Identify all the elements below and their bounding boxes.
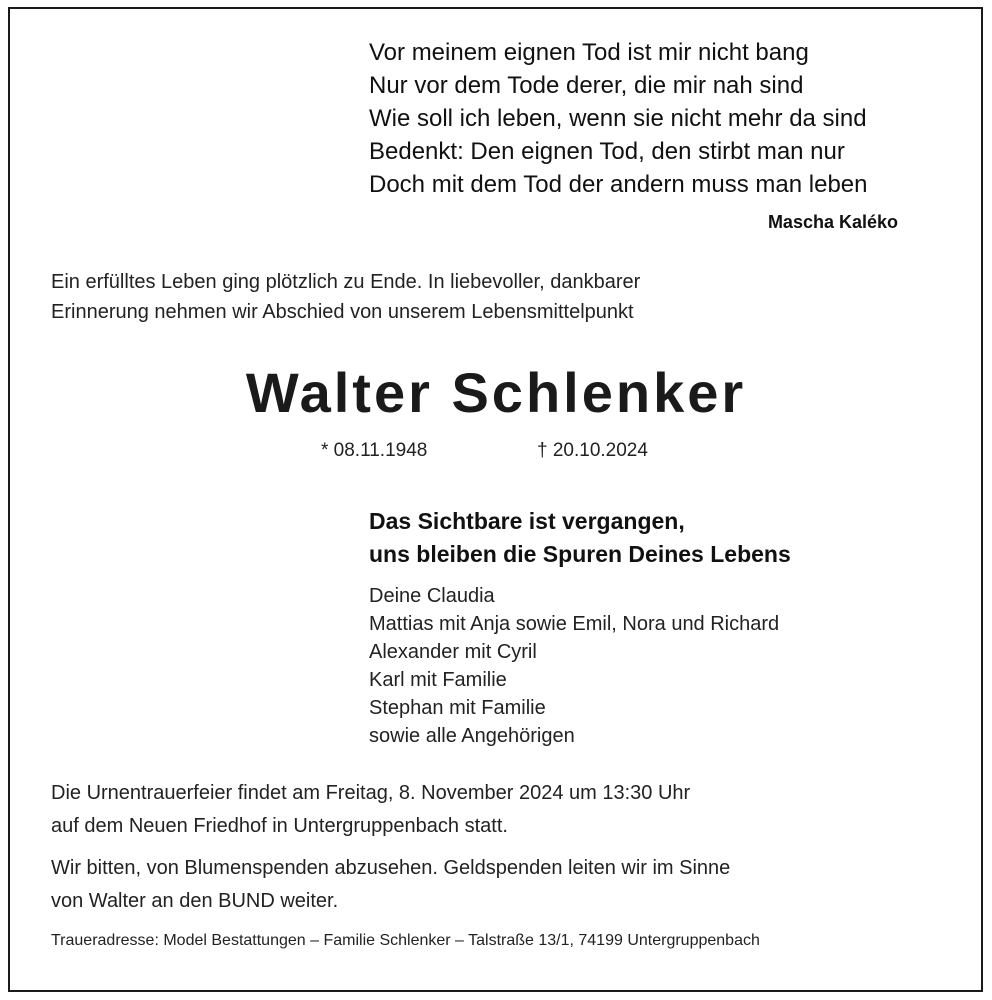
poem-line: Vor meinem eignen Tod ist mir nicht bang [369,39,809,66]
mourner: Alexander mit Cyril [369,641,537,663]
poem-line: Wie soll ich leben, wenn sie nicht mehr da sind [369,105,867,132]
mourner: sowie alle Angehörigen [369,725,575,747]
mourner: Mattias mit Anja sowie Emil, Nora und Richard [369,613,780,635]
ceremony-line: auf dem Neuen Friedhof in Untergruppenbach statt. [51,815,508,837]
donation-line: von Walter an den BUND weiter. [51,890,339,912]
deceased-name: Walter Schlenker [245,361,747,424]
mourning-address: Traueradresse: Model Bestattungen – Familie Schlenker – Talstraße 13/1, 74199 Untergruppenbach [51,932,760,949]
mourner: Karl mit Familie [369,669,507,691]
ceremony-info [51,777,690,843]
birth-date: * 08.11.1948 [321,440,428,461]
motto-line: Das Sichtbare ist vergangen, [369,508,685,534]
poem-line: Doch mit dem Tod der andern muss man leben [369,171,868,198]
mourner: Deine Claudia [369,585,495,607]
donation-info [51,852,730,918]
motto [369,505,791,571]
intro-line: Erinnerung nehmen wir Abschied von unserem Lebensmittelpunkt [51,301,634,323]
poem-line: Bedenkt: Den eignen Tod, den stirbt man nur [369,138,845,165]
poem-line: Nur vor dem Tode derer, die mir nah sind [369,72,804,99]
ceremony-line: Die Urnentrauerfeier findet am Freitag, 8. November 2024 um 13:30 Uhr [51,782,691,804]
intro-text [51,267,640,327]
mourners-list [369,582,779,750]
intro-line: Ein erfülltes Leben ging plötzlich zu Ende. In liebevoller, dankbarer [51,271,641,293]
poem-author: Mascha Kaléko [767,212,898,232]
motto-line: uns bleiben die Spuren Deines Lebens [369,541,791,567]
mourner: Stephan mit Familie [369,697,546,719]
death-date: † 20.10.2024 [537,440,648,461]
donation-line: Wir bitten, von Blumenspenden abzusehen. Geldspenden leiten wir im Sinne [51,857,731,879]
poem [369,36,867,201]
